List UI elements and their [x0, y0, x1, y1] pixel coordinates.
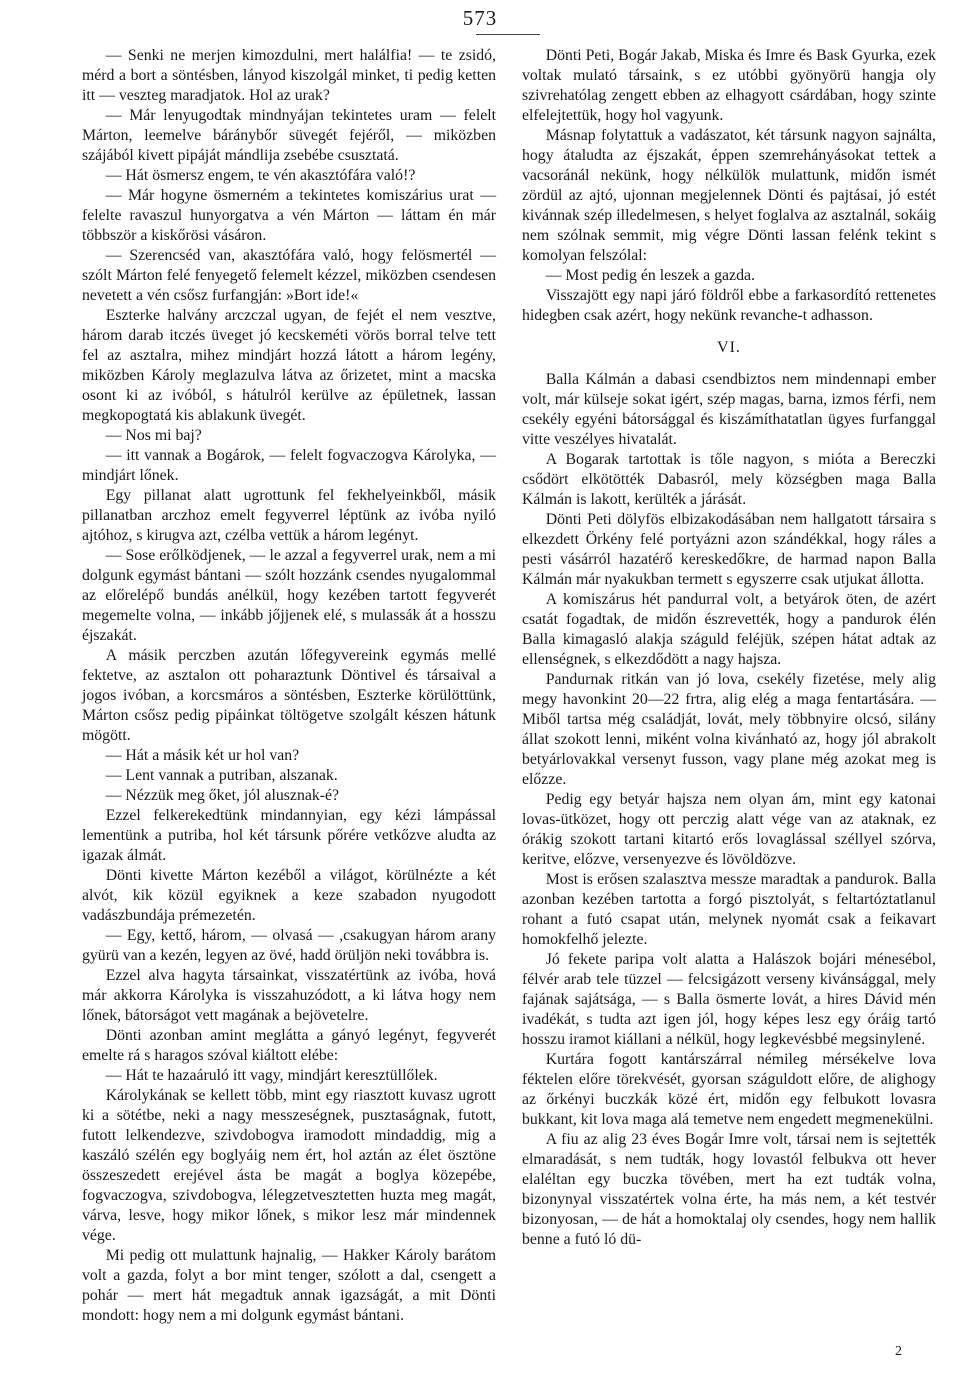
page-number: 573: [462, 6, 498, 30]
header-rule: [476, 34, 540, 35]
signature-mark: 2: [895, 1344, 902, 1359]
paragraph: Dönti Peti dölyfös elbizakodásában nem hallgatott társaira s elkezdett Örkény felé portyázni azon szándékkal, hogy ráles a pesti vásárról hazatérő kereskedőkre, de harmad napon Balla Kálmán már nyakukban termett s egyszerre csak utjukat állotta.: [522, 511, 936, 588]
paragraph: — Nézzük meg őket, jól alusznak-é?: [105, 787, 340, 804]
paragraph: Egy pillanat alatt ugrottunk fel fekhelyeinkből, másik pillanatban arczhoz emelt fegyverrel léptünk az ivóba nyiló ajtóhoz, s kirugva azt, czélba vettük a három legényt.: [82, 487, 496, 544]
paragraph: A másik perczben azután lőfegyvereink egymás mellé fektetve, az asztalon ott poharaztunk Döntivel és társaival a jogos ivóban, a korcsmáros a söntésben, Eszterke körülöttünk, Márton csősz pedig pipáinkat töltögetve szolgált készen hátunk mögött.: [82, 647, 496, 744]
paragraph: — Szerencséd van, akasztófára való, hogy felösmertél — szólt Márton felé fenyegető felemelt kézzel, miközben csendesen nevetett a vén csősz furfangján: »Bort ide!«: [82, 247, 496, 304]
right-column: [522, 46, 936, 1250]
paragraph: Kurtára fogott kantárszárral némileg mérsékelve lova féktelen előre törekvését, gyorsan száguldott előre, de alighogy az őrkényi buczkák közé ért, midőn egy felbukott lovasra bukkant, kit lova maga alá temetve nem engedett megmenekülni.: [522, 1051, 936, 1128]
paragraph: Mi pedig ott mulattunk hajnalig, — Hakker Károly barátom volt a gazda, folyt a bor mint tenger, szólott a dal, csengett a pohár — mert hát megadtuk annak igazságát, a mit Dönti mondott: hogy nem a mi dolgunk egymást bántani.: [82, 1247, 496, 1324]
paragraph: Pedig egy betyár hajsza nem olyan ám, mint egy katonai lovas-ütközet, hogy ott perczig alatt vége van az ataknak, ez órákig szokott tartani kitartó erős lovaglással széllyel szórva, keritve, előzve, versenyezve és lövöldözve.: [522, 791, 936, 868]
paragraph: Ezzel felkerekedtünk mindannyian, egy kézi lámpással lementünk a putriba, hol két társunk pőrére vetkőzve aludta az igazak álmát.: [82, 807, 496, 864]
paragraph: — Hát ösmersz engem, te vén akasztófára való!?: [105, 167, 416, 184]
paragraph: — Most pedig én leszek a gazda.: [545, 267, 755, 284]
left-column: [82, 46, 496, 1326]
paragraph: — Senki ne merjen kimozdulni, mert halálfia! — te zsidó, mérd a bort a söntésben, lányod kiszolgál minket, ti pedig ketten itt — veszteg maradjatok. Hol az urak?: [82, 47, 496, 104]
paragraph: Balla Kálmán a dabasi csendbiztos nem mindennapi ember volt, már külseje sokat igért, szép magas, barna, izmos férfi, nem csekély egyéni bátorsággal és kiszámíthatatlan ügyes furfanggal vitte veszélyes hivatalát.: [522, 371, 936, 448]
paragraph: Jó fekete paripa volt alatta a Halászok bojári ménesébol, félvér arab tele tüzzel — felcsigázott verseny kivánsággal, mely fajának sajátsága, — s Balla ösmerte lovát, a hires Dávid mén ivadékát, s tudta azt igen jól, hogy képes lesz egy óráig tartó hosszu iramot kiállani a nélkül, hogy legkevésbbé megsinylené.: [522, 951, 936, 1048]
paragraph: Másnap folytattuk a vadászatot, két társunk nagyon sajnálta, hogy átaludta az éjszakát, éppen szemrehányásokat tettek a vacsoránál nekünk, hogy nélkülök mulattunk, midőn ismét zördül az ajtó, ujonnan megjelennek Dönti és pajtásai, jó estét kivánnak szép illedelmesen, s helyet foglalva az asztalnál, sokáig nem szólnak semmit, mig végre Dönti lassan felénk tekint s komolyan felszólal:: [522, 127, 936, 264]
paragraph: — Hát a másik két ur hol van?: [105, 747, 300, 764]
paragraph: Pandurnak ritkán van jó lova, csekély fizetése, mely alig megy havonkint 20—22 frtra, alig elég a maga fentartására. — Miből tartsa még családját, lovát, mely többnyire olcsó, silány állat szokott lenni, miként volna kivánható az, hogy jól abrakolt betyárlovakkal versenyt fusson, vagy plane még azokat meg is előzze.: [522, 671, 936, 788]
paragraph: A Bogarak tartottak is tőle nagyon, s mióta a Bereczki csődört elkötötték Dabasról, mely községben maga Balla Kálmán is lakott, kerülték a járását.: [522, 451, 936, 508]
paragraph: — Egy, kettő, három, — olvasá — ,csakugyan három arany gyürü van a kezén, legyen az övé, hadd örüljön neki továbbra is.: [82, 927, 496, 964]
paragraph: Ezzel alva hagyta társainkat, visszatértünk az ivóba, hová már akkorra Károlyka is visszahuzódott, a ki látva hogy nem lőnek, bátorságot vett magának a bejövetelre.: [82, 967, 496, 1024]
paragraph: Eszterke halvány arczczal ugyan, de fejét el nem vesztve, három darab itczés üveget jó kecskeméti vörös borral telve tett fel az asztalra, mihez mindjárt hozzá látott a három legény, miközben Károly meglazulva látva az őrizetet, mint a macska osont ki az ivóból, s hátulról kerülve az épületnek, lassan megkopogtatá kis ablakunk üvegét.: [82, 307, 496, 424]
paragraph: Visszajött egy napi járó földről ebbe a farkasordító rettenetes hidegben csak azért, hogy nekünk revanche-t adhasson.: [522, 287, 936, 324]
paragraph: — Már lenyugodtak mindnyájan tekintetes uram — felelt Márton, leemelve báránybőr süvegét fejéről, — miközben szájából kivett pipáját mándlija zsebébe csusztatá.: [82, 107, 496, 164]
paragraph: Károlykának se kellett több, mint egy riasztott kuvasz ugrott ki a sötétbe, neki a nagy messzeségnek, pusztaságnak, futott, futott lelkendezve, szivdobogva iramodott mindaddig, mig a kaszáló szélén egy boglyáig nem ért, hol aztán az élet ösztöne összeszedett erejével ásta be magát a boglya közepébe, fogvaczogva, szivdobogva, lélegzetvesztetten huzta meg magát, várva, lesve, hogy mikor lőnek, s mikor lesz már mindennek vége.: [82, 1087, 496, 1244]
paragraph: — itt vannak a Bogárok, — felelt fogvaczogva Károlyka, — mindjárt lőnek.: [82, 447, 496, 484]
paragraph: — Hát te hazaáruló itt vagy, mindjárt keresztüllőlek.: [105, 1067, 438, 1084]
paragraph: A fiu az alig 23 éves Bogár Imre volt, társai nem is sejtették elmaradását, s nem tudták, hogy lovastól felbukva ott hever elaléltan egy buczka tövében, mert ha ezt tudták volna, bizonynyal visszatértek volna érte, ha más nem, a két testvér bizonyosan, — de hát a homoktalaj oly csendes, hogy nem hallik benne a futó ló dü-: [522, 1131, 936, 1248]
paragraph: Most is erősen szalasztva messze maradtak a pandurok. Balla azonban kezében tartotta a forgó pisztolyát, s feltartóztatlanul rohant a futó csapat után, melynek nyomát csak a feikavart homokfelhő jelezte.: [522, 871, 936, 948]
paragraph: — Nos mi baj?: [105, 427, 202, 444]
paragraph: — Sose erőlködjenek, — le azzal a fegyverrel urak, nem a mi dolgunk egymást bántani — szólt hozzánk csendes nyugalommal az előrelépő bundás anélkül, hogy kezében tartott fegyverét megemelte volna, — inkább jőjjenek elé, s mulassák át a hosszu éjszakát.: [82, 547, 496, 644]
paragraph: Dönti Peti, Bogár Jakab, Miska és Imre és Bask Gyurka, ezek voltak mulató társaink, s ez utóbbi gyönyörü hangja oly szivrehatólag zengett ebben az elhagyott csárdában, hogy szinte elfelejtettük, hogy hol vagyunk.: [522, 47, 936, 124]
paragraph: — Lent vannak a putriban, alszanak.: [105, 767, 338, 784]
paragraph: Dönti azonban amint meglátta a gányó legényt, fegyverét emelte rá s haragos szóval kiáltott elébe:: [82, 1027, 496, 1064]
paragraph: A komiszárus hét pandurral volt, a betyárok öten, de azért csatát fogadtak, de midőn észrevették, hogy a pandurok élén Balla kimagasló alakja száguld feléjük, szépen hátat adtak az ellenségnek, s elkezdődött a nagy hajsza.: [522, 591, 936, 668]
section-heading: VI.: [717, 339, 741, 356]
paragraph: — Már hogyne ösmerném a tekintetes komiszárius urat — felelte ravaszul hunyorgatva a vén Márton — láttam én már többször a kiskőrösi vásáron.: [82, 187, 496, 244]
paragraph: Dönti kivette Márton kezéből a világot, körülnézte a két alvót, kik közül egyiknek a keze szabadon nyugodott vadászbundája prémezetén.: [82, 867, 496, 924]
